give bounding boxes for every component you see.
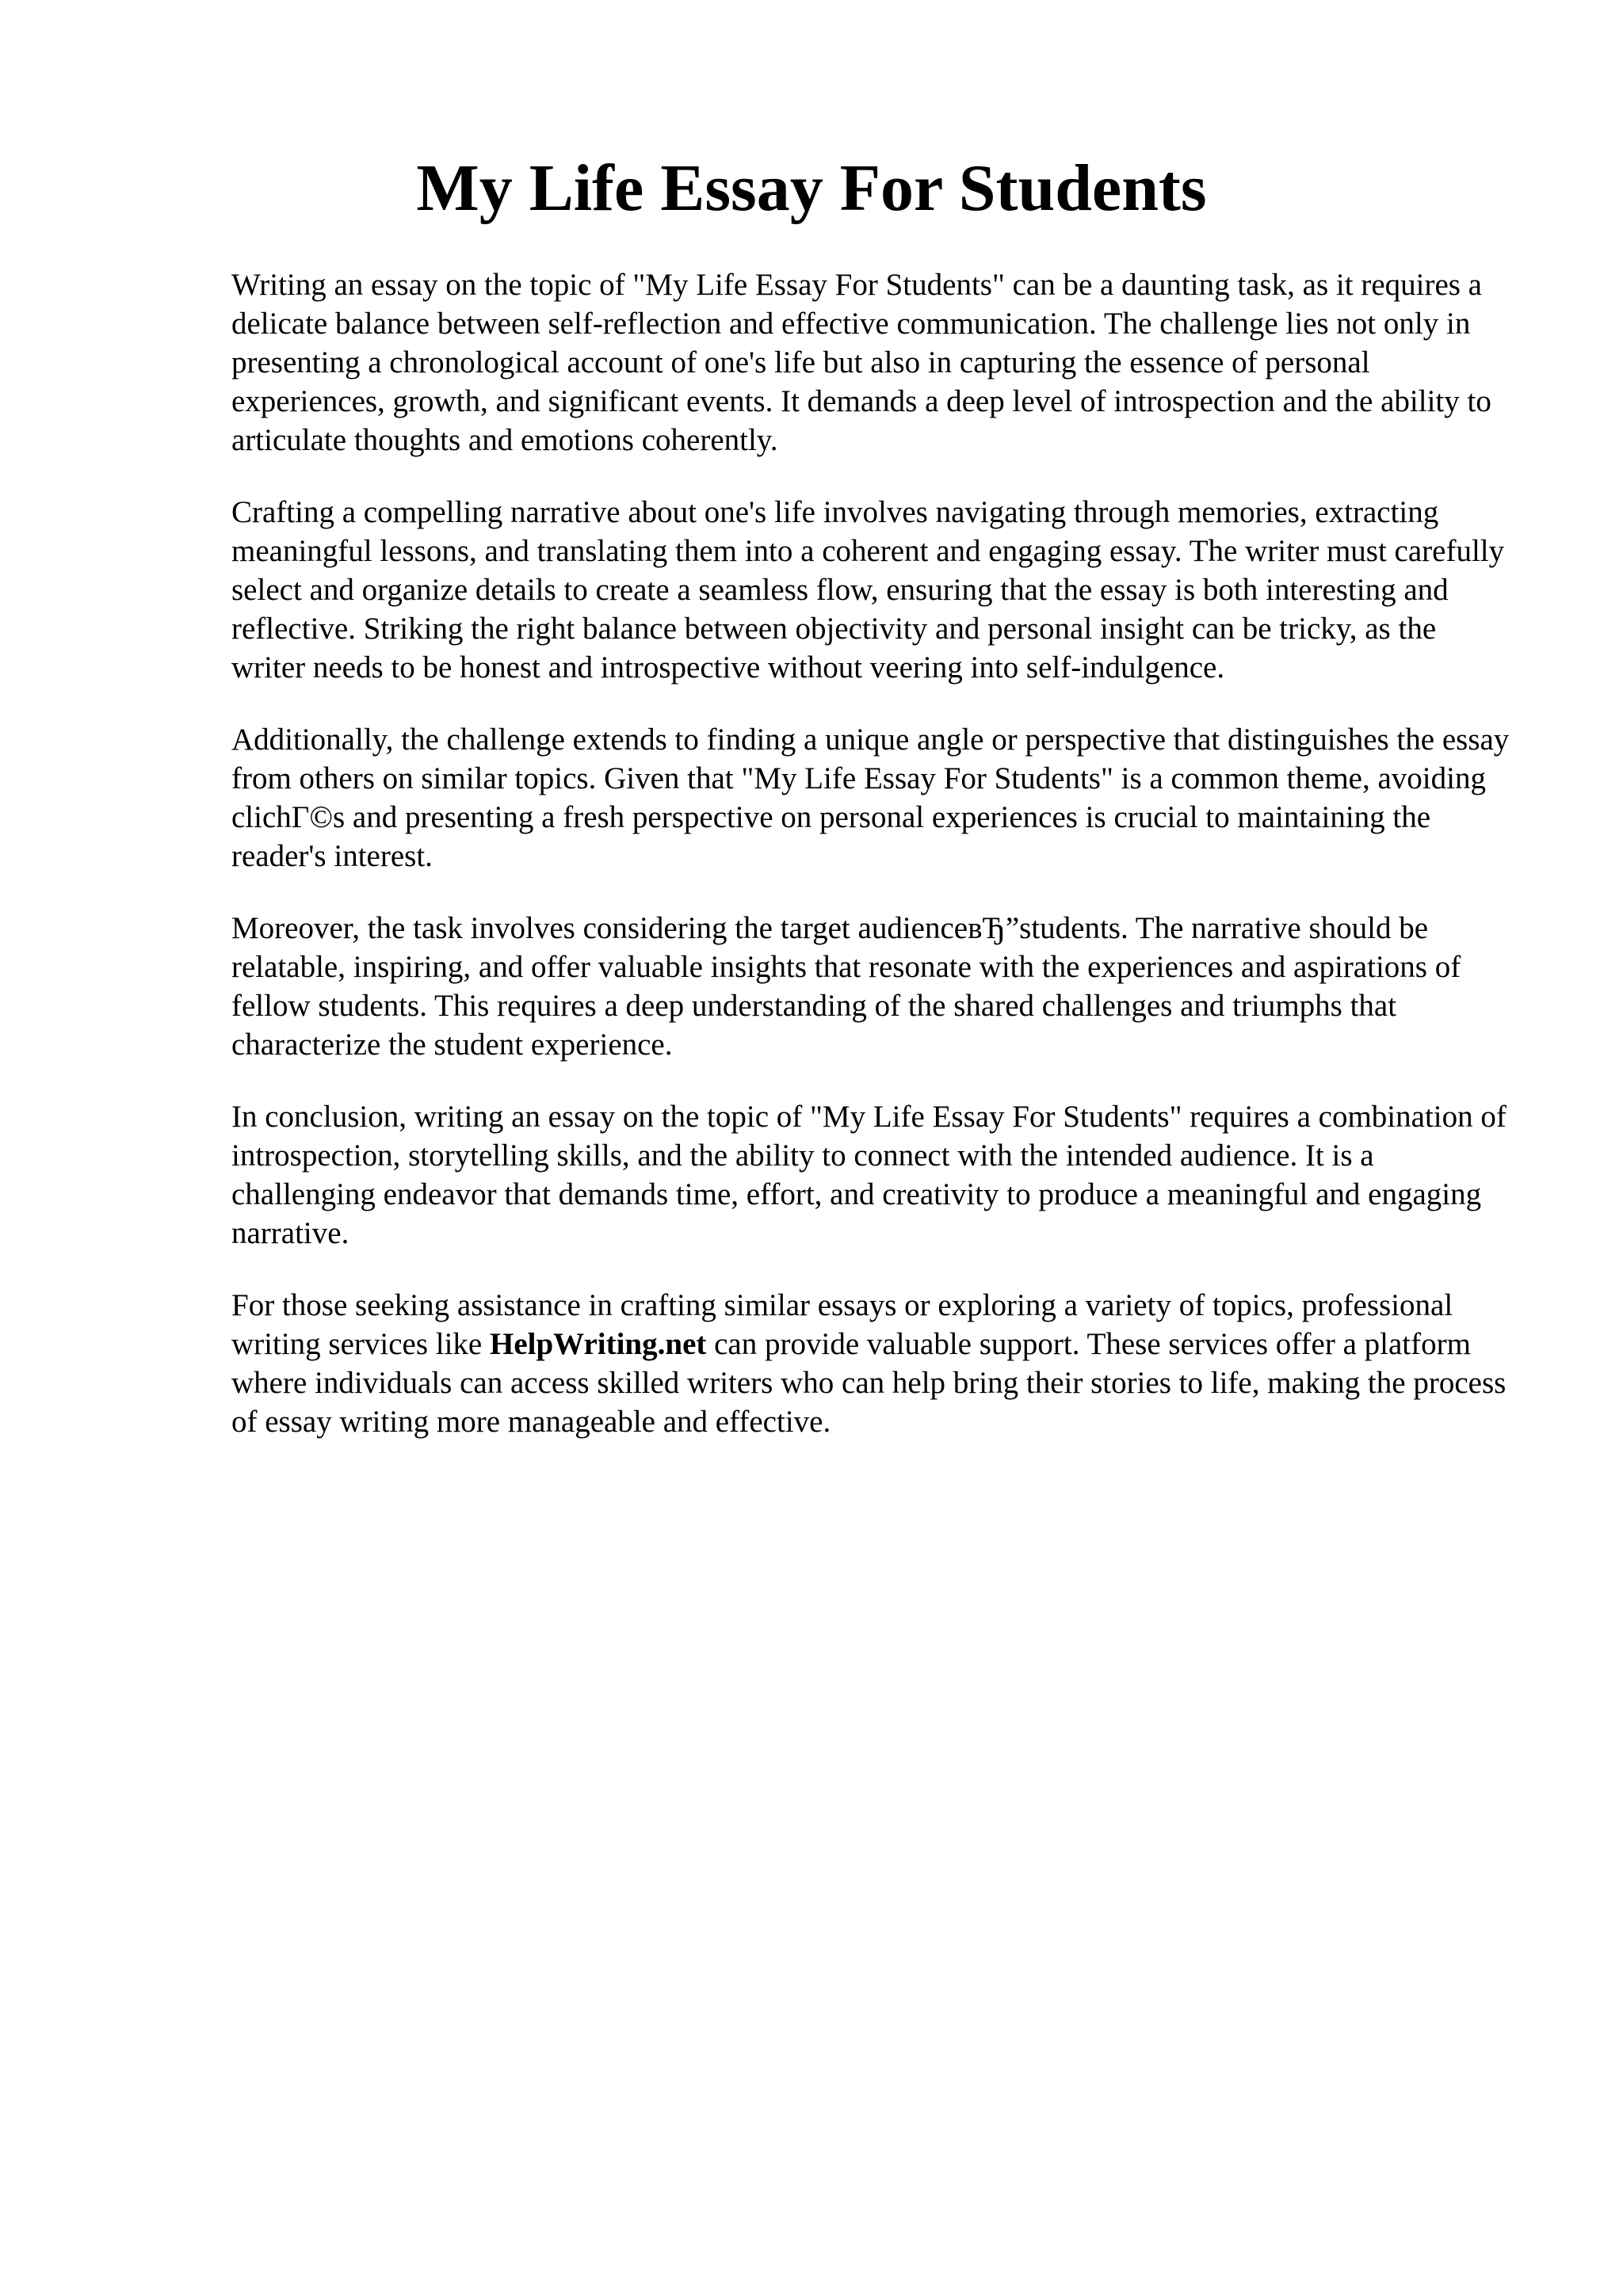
services-text-after: can provide valuable support. These services offer a platform where individuals can access skilled writers who can help bring their stories to life, making the process of essay writing more manageable and effective. [231, 1327, 1507, 1439]
paragraph-conclusion: In conclusion, writing an essay on the topic of "My Life Essay For Students" requires a combination of introspection, storytelling skills, and the ability to connect with the intended audience. It is a challenging endeavor that demands time, effort, and creativity to produce a meaningful and engaging narrative. [231, 1100, 1507, 1250]
services-text-before: For those seeking assistance in crafting similar essays or exploring a variety of topics, professional writing services like [231, 1288, 1453, 1361]
essay-body [231, 265, 1515, 1474]
helpwriting-link[interactable]: HelpWriting.net [490, 1327, 707, 1361]
paragraph-intro: Writing an essay on the topic of "My Life Essay For Students" can be a daunting task, as it requires a delicate balance between self-reflection and effective communication. The challenge lies not only in presenting a chronological account of one's life but also in capturing the essence of personal experiences, growth, and significant events. It demands a deep level of introspection and the ability to articulate thoughts and emotions coherently. [231, 268, 1491, 457]
paragraph-perspective: Additionally, the challenge extends to finding a unique angle or perspective that distinguishes the essay from others on similar topics. Given that "My Life Essay For Students" is a common theme, avoiding clichГ©s and presenting a fresh perspective on personal experiences is crucial to maintaining the reader's interest. [231, 723, 1510, 873]
paragraph-narrative: Crafting a compelling narrative about one's life involves navigating through memories, extracting meaningful lessons, and translating them into a coherent and engaging essay. The writer must carefully select and organize details to create a seamless flow, ensuring that the essay is both interesting and reflective. Striking the right balance between objectivity and personal insight can be tricky, as the writer needs to be honest and introspective without veering into self-indulgence. [231, 495, 1505, 685]
paragraph-services [231, 1286, 1515, 1441]
paragraph-audience: Moreover, the task involves considering the target audienceвЂ”students. The narrative should be relatable, inspiring, and offer valuable insights that resonate with the experiences and aspirations of fellow students. This requires a deep understanding of the shared challenges and triumphs that characterize the student experience. [231, 911, 1461, 1062]
page-title: My Life Essay For Students [416, 151, 1207, 225]
